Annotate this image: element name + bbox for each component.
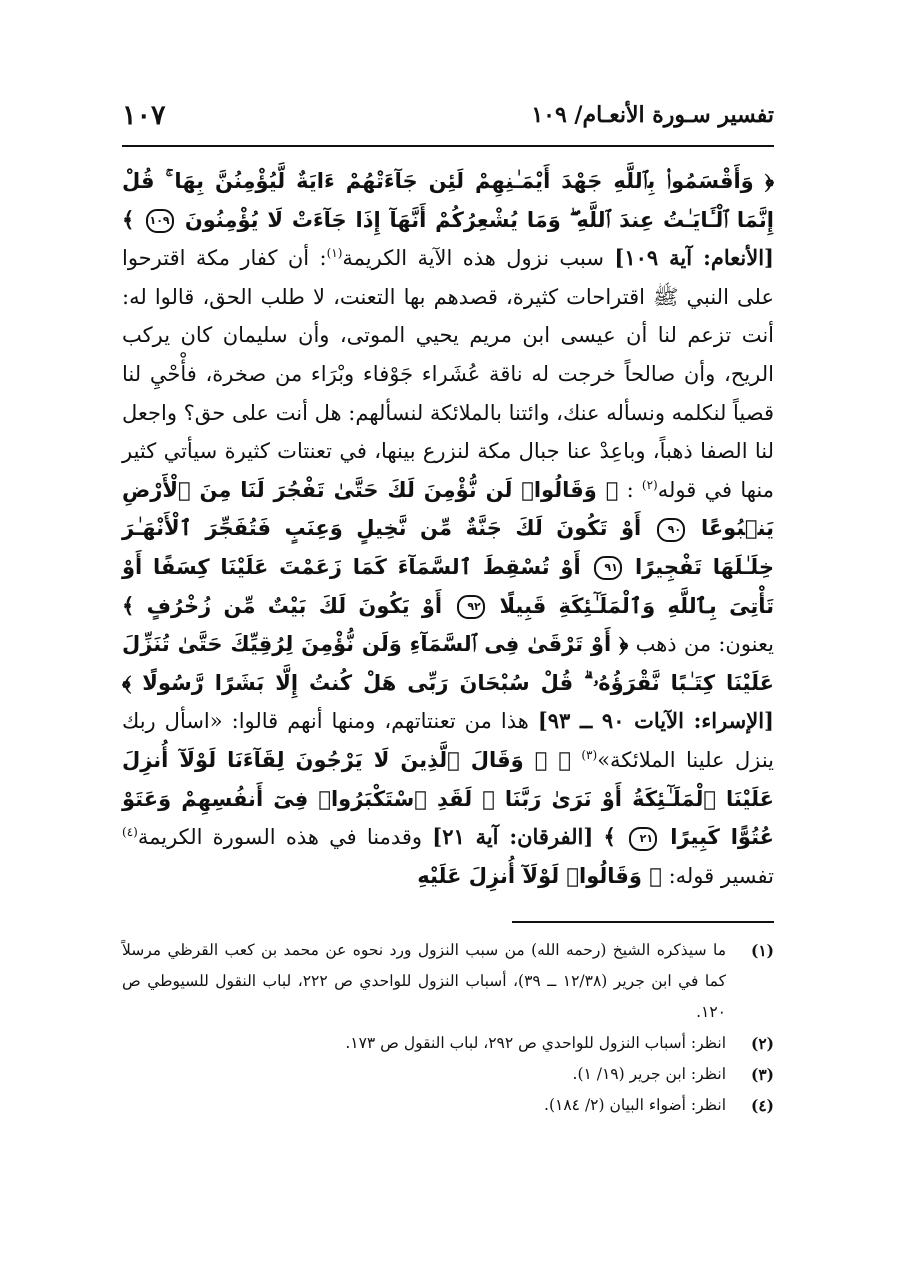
quran-verse: ﴿ وَقَالُوا۟ لَوْلَآ أُنزِلَ عَلَيْهِ — [417, 863, 662, 888]
footnote-text: ما سيذكره الشيخ (رحمه الله) من سبب النزول ورد نحوه عن محمد بن كعب القرظي مرسلاً كما في ابن جرير (١٢/٣٨ ــ ٣٩)، أسباب النزول للواحدي ص ٢٢٢، لباب النقول للسيوطي ص ١٢٠. — [122, 941, 726, 1021]
colon: : — [626, 477, 634, 502]
ayah-number-marker: ٢١ — [629, 827, 657, 851]
footnote — [122, 935, 774, 1028]
quran-verse: ﴿ وَأَقْسَمُوا۟ بِٱللَّهِ جَهْدَ أَيْمَـٰنِهِمْ لَئِن جَآءَتْهُمْ ءَايَةٌ لَّيُؤْمِنُنَّ بِهَا ۚ قُلْ إِنَّمَا ٱلْـَٔايَـٰتُ عِندَ ٱللَّهِ ۖ وَمَا يُشْعِرُكُمْ أَنَّهَآ إِذَا جَآءَتْ لَا يُؤْمِنُونَ — [122, 169, 774, 232]
footnote-text: انظر: ابن جرير (١٩/ ١). — [572, 1065, 726, 1083]
quran-verse: أَوْ تَكُونَ لَكَ جَنَّةٌ مِّن نَّخِيلٍ وَعِنَبٍ فَتُفَجِّرَ ٱلْأَنْهَـٰرَ خِلَـٰلَهَا تَفْجِيرًا — [122, 516, 774, 579]
footnote-number: (٣) — [750, 1065, 774, 1084]
commentary-text: سبب نزول هذه الآية الكريمة — [342, 246, 604, 271]
ayah-number-marker: ٩١ — [594, 556, 622, 580]
footnote-number: (٢) — [750, 1034, 774, 1053]
page-header — [122, 100, 774, 144]
commentary-text: تفسير قوله: — [668, 863, 774, 888]
footnotes — [122, 935, 774, 1121]
footnote-ref: (١) — [326, 246, 343, 261]
commentary-text: هذا من تعنتاتهم، ومنها أنهم قالوا: «اسأل ربك ينزل علينا الملائكة» — [122, 709, 774, 772]
footnote-separator — [512, 921, 774, 923]
commentary-text: وقدمنا في هذه السورة الكريمة — [137, 825, 423, 850]
quran-verse: ﴿ وَقَالُوا۟ لَن نُّؤْمِنَ لَكَ حَتَّىٰ تَفْجُرَ لَنَا مِنَ ٱلْأَرْضِ يَنۢبُوعًا — [122, 477, 774, 541]
header-rule — [122, 145, 774, 147]
footnote — [122, 1090, 774, 1121]
footnote-ref: (٣) — [581, 747, 598, 762]
footnote — [122, 1028, 774, 1059]
quran-verse: ﴿ ۞ وَقَالَ ٱلَّذِينَ لَا يَرْجُونَ لِقَآءَنَا لَوْلَآ أُنزِلَ عَلَيْنَا ٱلْمَلَـٰٓئِكَةُ أَوْ نَرَىٰ رَبَّنَا ۗ لَقَدِ ٱسْتَكْبَرُوا۟ فِىٓ أَنفُسِهِمْ وَعَتَوْ عُتُوًّا كَبِيرًا — [122, 747, 774, 850]
ayah-number-marker: ٩٠ — [657, 518, 685, 542]
footnote-number: (٤) — [750, 1096, 774, 1115]
footnote-ref: (٢) — [641, 477, 658, 492]
page-number: ١٠٧ — [122, 100, 166, 131]
verse-reference: [الفرقان: آية ٢١] — [432, 824, 594, 850]
verse-reference: [الأنعام: آية ١٠٩] — [614, 245, 774, 271]
quran-verse: أَوْ يَكُونَ لَكَ بَيْتٌ مِّن زُخْرُفٍ ﴾ — [122, 593, 443, 618]
footnote-text: انظر: أضواء البيان (٢/ ١٨٤). — [544, 1096, 726, 1114]
quran-close-bracket: ﴾ — [122, 207, 135, 232]
footnote-text: انظر: أسباب النزول للواحدي ص ٢٩٢، لباب النقول ص ١٧٣. — [345, 1034, 726, 1052]
quran-verse: أَوْ تُسْقِطَ ٱلسَّمَآءَ كَمَا زَعَمْتَ عَلَيْنَا كِسَفًا أَوْ تَأْتِىَ بِٱللَّهِ وَٱلْمَلَـٰٓئِكَةِ قَبِيلًا — [122, 554, 774, 618]
quran-verse: ﴿ أَوْ تَرْقَىٰ فِى ٱلسَّمَآءِ وَلَن نُّؤْمِنَ لِرُقِيِّكَ حَتَّىٰ تُنَزِّلَ عَلَيْنَا كِتَـٰبًا نَّقْرَؤُهُۥ ۗ قُلْ سُبْحَانَ رَبِّى هَلْ كُنتُ إِلَّا بَشَرًا رَّسُولًا ﴾ — [122, 632, 774, 695]
footnote-number: (١) — [750, 941, 774, 960]
quran-close-bracket: ﴾ — [603, 825, 616, 850]
ayah-number-marker: ١٠٩ — [146, 209, 174, 233]
footnote-ref: (٤) — [122, 825, 138, 840]
running-title: تفسير سـورة الأنعـام/ ١٠٩ — [531, 102, 774, 128]
ayah-number-marker: ٩٢ — [457, 595, 485, 619]
main-text — [122, 162, 774, 895]
commentary-text: يعنون: من ذهب — [635, 632, 774, 657]
commentary-text: : أن كفار مكة اقترحوا على النبي ﷺ اقتراحات كثيرة، قصدهم بها التعنت، لا طلب الحق، قالوا له: أنت تزعم لنا أن عيسى ابن مريم يحيي الموتى، وأن سليمان كان يركب الريح، وأن صالحاً خرجت له ناقة عُشَراء جَوْفاء وبْرَاء من صخرة، فأْحْيِ لنا قصياً لنكلمه ونسأله عنك، وائتنا بالملائكة لنسألهم: هل أنت على حق؟ واجعل لنا الصفا ذهباً، وباعِدْ عنا جبال مكة لنزرع بينها، في تعنتات كثيرة سيأتي كثير منها في قوله — [121, 246, 774, 502]
verse-reference: [الإسراء: الآيات ٩٠ ــ ٩٣] — [537, 708, 774, 734]
footnote — [122, 1059, 774, 1090]
